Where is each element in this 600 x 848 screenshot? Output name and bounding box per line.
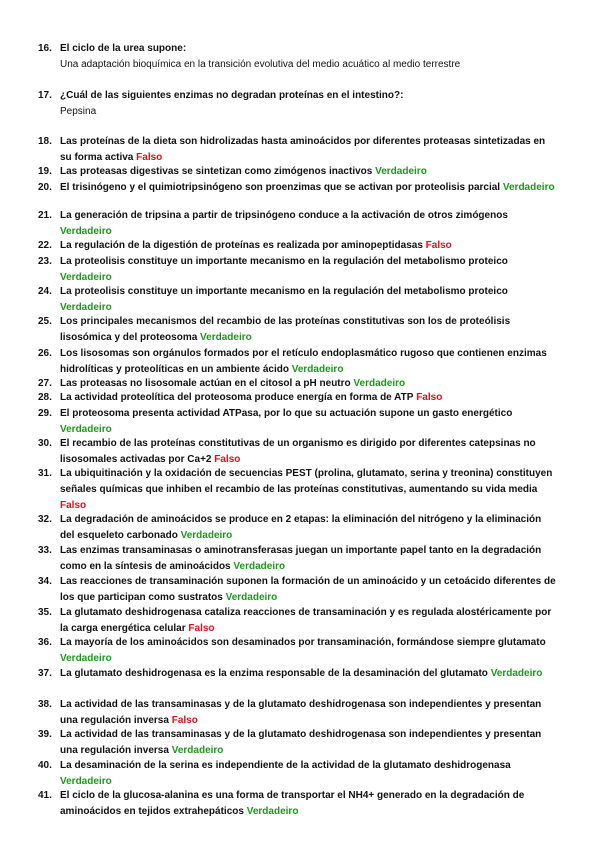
verdict-true: Verdadeiro xyxy=(200,332,252,343)
question-29 xyxy=(38,406,558,438)
verdict-true: Verdadeiro xyxy=(60,424,112,435)
question-23 xyxy=(38,254,558,286)
question-text: La actividad proteolítica del proteosoma produce energía en forma de ATP xyxy=(60,392,414,403)
question-40 xyxy=(38,758,558,790)
question-number: 34. xyxy=(38,576,52,587)
verdict-false: Falso xyxy=(214,454,241,465)
question-text: El ciclo de la glucosa-alanina es una forma de transportar el NH4+ generado en la degradación de aminoácidos en tejidos extrahepáticos xyxy=(60,790,525,817)
question-21 xyxy=(38,208,558,240)
question-text: La desaminación de la serina es independiente de la actividad de la glutamato deshidrogenasa xyxy=(60,760,511,771)
question-number: 19. xyxy=(38,166,52,177)
question-number: 31. xyxy=(38,468,52,479)
verdict-true: Verdadeiro xyxy=(60,226,112,237)
question-text: La ubiquitinación y la oxidación de secuencias PEST (prolina, glutamato, serina y treonina) constituyen señales químicas que inhiben el recambio de las proteínas constitutivas, aumentando su vida media xyxy=(60,468,553,495)
verdict-true: Verdadeiro xyxy=(353,378,406,389)
question-text: Las proteasas no lisosomale actúan en el citosol a pH neutro xyxy=(60,378,351,389)
question-text: La proteolisis constituye un importante mecanismo en la regulación del metabolismo proteico xyxy=(60,286,508,297)
question-30 xyxy=(38,436,558,468)
verdict-false: Falso xyxy=(416,392,443,403)
question-number: 40. xyxy=(38,760,52,771)
question-number: 38. xyxy=(38,699,52,710)
question-text: El proteosoma presenta actividad ATPasa, por lo que su actuación supone un gasto energético xyxy=(60,408,513,419)
question-text: La regulación de la digestión de proteínas es realizada por aminopeptidasas xyxy=(60,240,423,251)
question-number: 35. xyxy=(38,607,52,618)
question-text: Las reacciones de transaminación suponen la formación de un aminoácido y un cetoácido diferentes de los que participan como sustratos xyxy=(60,576,556,603)
question-18 xyxy=(38,134,558,166)
verdict-true: Verdadeiro xyxy=(502,182,555,193)
question-32 xyxy=(38,512,558,544)
verdict-false: Falso xyxy=(188,623,215,634)
answer-line: Una adaptación bioquímica en la transición evolutiva del medio acuático al medio terrestre xyxy=(60,59,461,70)
verdict-true: Verdadeiro xyxy=(60,302,112,313)
question-26 xyxy=(38,346,558,378)
verdict-false: Falso xyxy=(425,240,452,251)
verdict-true: Verdadeiro xyxy=(171,745,224,756)
question-41 xyxy=(38,788,558,820)
question-number: 18. xyxy=(38,136,52,147)
question-number: 30. xyxy=(38,438,52,449)
question-38 xyxy=(38,697,558,729)
question-text: La glutamato deshidrogenasa cataliza reacciones de transaminación y es regulada alostéricamente por la carga energética celular xyxy=(60,607,552,634)
verdict-true: Verdadeiro xyxy=(225,592,278,603)
question-text: Los principales mecanismos del recambio de las proteínas constitutivas son los de proteólisis lisosómica y del proteosoma xyxy=(60,316,511,343)
question-number: 29. xyxy=(38,408,52,419)
question-number: 28. xyxy=(38,392,52,403)
verdict-false: Falso xyxy=(171,715,198,726)
question-number: 21. xyxy=(38,210,52,221)
question-number: 32. xyxy=(38,514,52,525)
verdict-true: Verdadeiro xyxy=(180,530,233,541)
question-text: El recambio de las proteínas constitutivas de un organismo es dirigido por diferentes catepsinas no lisosomales activadas por Ca+2 xyxy=(60,438,536,465)
question-24 xyxy=(38,284,558,316)
question-number: 16. xyxy=(38,43,52,54)
verdict-true: Verdadeiro xyxy=(490,668,543,679)
question-22 xyxy=(38,238,558,254)
question-28 xyxy=(38,390,558,406)
question-33 xyxy=(38,543,558,575)
question-text: La actividad de las transaminasas y de la glutamato deshidrogenasa son independientes y presentan una regulación inversa xyxy=(60,699,542,726)
question-number: 23. xyxy=(38,256,52,267)
verdict-true: Verdadeiro xyxy=(246,806,299,817)
question-text: El trisinógeno y el quimiotripsinógeno son proenzimas que se activan por proteolisis parcial xyxy=(60,182,501,193)
question-36 xyxy=(38,635,558,667)
question-text: La generación de tripsina a partir de tripsinógeno conduce a la activación de otros zimógenos xyxy=(60,210,508,221)
question-text: Las proteínas de la dieta son hidrolizadas hasta aminoácidos por diferentes proteasas sintetizadas en su forma activa xyxy=(60,136,546,163)
question-text: La glutamato deshidrogenasa es la enzima responsable de la desaminación del glutamato xyxy=(60,668,488,679)
question-39 xyxy=(38,727,558,759)
question-35 xyxy=(38,605,558,637)
verdict-true: Verdadeiro xyxy=(60,776,112,787)
verdict-true: Verdadeiro xyxy=(60,653,112,664)
answer-line: Pepsina xyxy=(60,106,97,117)
question-number: 25. xyxy=(38,316,52,327)
question-17 xyxy=(38,88,558,120)
question-34 xyxy=(38,574,558,606)
verdict-true: Verdadeiro xyxy=(291,364,344,375)
question-number: 37. xyxy=(38,668,52,679)
question-25 xyxy=(38,314,558,346)
verdict-true: Verdadeiro xyxy=(375,166,427,177)
question-text: Las enzimas transaminasas o aminotransferasas juegan un importante papel tanto en la degradación como en la síntesis de aminoácidos xyxy=(60,545,542,572)
question-19 xyxy=(38,164,558,180)
question-number: 22. xyxy=(38,240,52,251)
question-20 xyxy=(38,180,558,196)
verdict-false: Falso xyxy=(60,500,87,511)
question-37 xyxy=(38,666,558,682)
verdict-false: Falso xyxy=(136,152,163,163)
question-number: 36. xyxy=(38,637,52,648)
question-number: 24. xyxy=(38,286,52,297)
question-16 xyxy=(38,41,558,73)
question-text: El ciclo de la urea supone: xyxy=(60,43,187,54)
question-text: La mayoría de los aminoácidos son desaminados por transaminación, formándose siempre glutamato xyxy=(60,637,546,648)
question-number: 33. xyxy=(38,545,52,556)
question-31 xyxy=(38,466,558,514)
question-number: 27. xyxy=(38,378,52,389)
question-number: 41. xyxy=(38,790,52,801)
question-number: 20. xyxy=(38,182,52,193)
question-number: 39. xyxy=(38,729,52,740)
question-text: ¿Cuál de las siguientes enzimas no degradan proteínas en el intestino?: xyxy=(60,90,404,101)
verdict-true: Verdadeiro xyxy=(60,272,112,283)
verdict-true: Verdadeiro xyxy=(233,561,286,572)
question-text: La degradación de aminoácidos se produce en 2 etapas: la eliminación del nitrógeno y la eliminación del esqueleto carbonado xyxy=(60,514,542,541)
question-text: Las proteasas digestivas se sintetizan como zimógenos inactivos xyxy=(60,166,373,177)
question-number: 26. xyxy=(38,348,52,359)
question-text: La actividad de las transaminasas y de la glutamato deshidrogenasa son independientes y presentan una regulación inversa xyxy=(60,729,542,756)
question-number: 17. xyxy=(38,90,52,101)
question-text: La proteolisis constituye un importante mecanismo en la regulación del metabolismo proteico xyxy=(60,256,508,267)
question-text: Los lisosomas son orgánulos formados por el retículo endoplasmático rugoso que contienen enzimas hidrolíticas y proteolíticas en un ambiente ácido xyxy=(60,348,547,375)
